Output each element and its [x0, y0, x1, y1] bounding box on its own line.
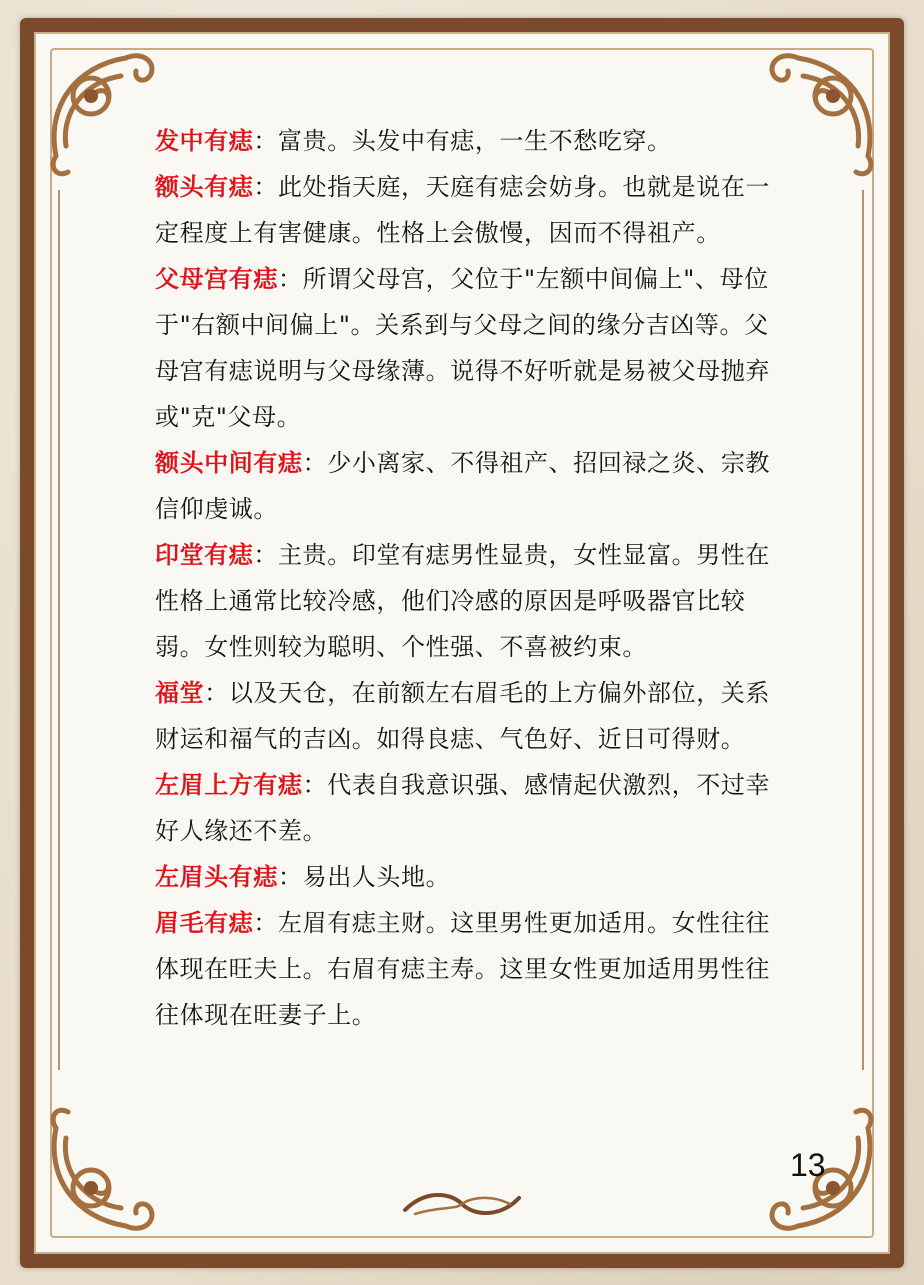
- entry-separator: ：: [253, 173, 279, 201]
- entry-term: 额头有痣: [155, 173, 254, 201]
- entry-yintang: [155, 532, 775, 670]
- entry-text: 左眉有痣主财。这里男性更加适用。女性往往体现在旺夫上。右眉有痣主寿。这里女性更加适用男性往往体现在旺妻子上。: [155, 909, 771, 1029]
- entry-text: 主贵。印堂有痣男性显贵，女性显富。男性在性格上通常比较冷感，他们冷感的原因是呼吸器官比较弱。女性则较为聪明、个性强、不喜被约束。: [155, 541, 771, 661]
- entry-term: 左眉头有痣: [155, 863, 278, 891]
- entry-term: 额头中间有痣: [155, 449, 303, 477]
- entry-parents-palace: [155, 256, 775, 440]
- ornamental-corner-icon: [36, 1098, 186, 1248]
- text-content: [155, 118, 775, 1038]
- entry-separator: ：: [204, 679, 229, 707]
- entry-separator: ：: [278, 863, 303, 891]
- entry-text: 少小离家、不得祖产、招回禄之炎、宗教信仰虔诚。: [155, 449, 771, 523]
- entry-text: 以及天仓，在前额左右眉毛的上方偏外部位，关系财运和福气的吉凶。如得良痣、气色好、近日可得财。: [155, 679, 771, 753]
- entry-separator: ：: [278, 265, 303, 293]
- flourish-icon: [400, 1180, 524, 1226]
- entry-text: 所谓父母宫，父位于"左额中间偏上"、母位于"右额中间偏上"。关系到与父母之间的缘分吉凶等。父母宫有痣说明与父母缘薄。说得不好听就是易被父母抛弃或"克"父母。: [155, 265, 770, 431]
- entry-term: 发中有痣: [155, 127, 254, 155]
- entry-term: 左眉上方有痣: [155, 771, 303, 799]
- entry-separator: ：: [302, 449, 328, 477]
- entry-separator: ：: [253, 127, 279, 155]
- entry-term: 福堂: [155, 679, 205, 707]
- entry-separator: ：: [253, 909, 279, 937]
- entry-hair: [155, 118, 775, 164]
- entry-term: 印堂有痣: [155, 541, 254, 569]
- entry-left-brow-head: [155, 854, 775, 900]
- entry-term: 眉毛有痣: [155, 909, 254, 937]
- entry-separator: ：: [253, 541, 279, 569]
- entry-eyebrows: [155, 900, 775, 1038]
- entry-separator: ：: [302, 771, 328, 799]
- entry-text: 易出人头地。: [302, 863, 451, 891]
- left-border-rule: [58, 190, 60, 1070]
- page-number: 13: [790, 1147, 826, 1183]
- entry-text: 代表自我意识强、感情起伏激烈，不过幸好人缘还不差。: [155, 771, 771, 845]
- entry-forehead-center: [155, 440, 775, 532]
- entry-forehead: [155, 164, 775, 256]
- entry-text: 富贵。头发中有痣，一生不愁吃穿。: [278, 127, 672, 155]
- entry-term: 父母宫有痣: [155, 265, 278, 293]
- entry-futang: [155, 670, 775, 762]
- entry-above-left-brow: [155, 762, 775, 854]
- right-border-rule: [862, 190, 864, 1070]
- entry-text: 此处指天庭，天庭有痣会妨身。也就是说在一定程度上有害健康。性格上会傲慢，因而不得祖产。: [155, 173, 771, 247]
